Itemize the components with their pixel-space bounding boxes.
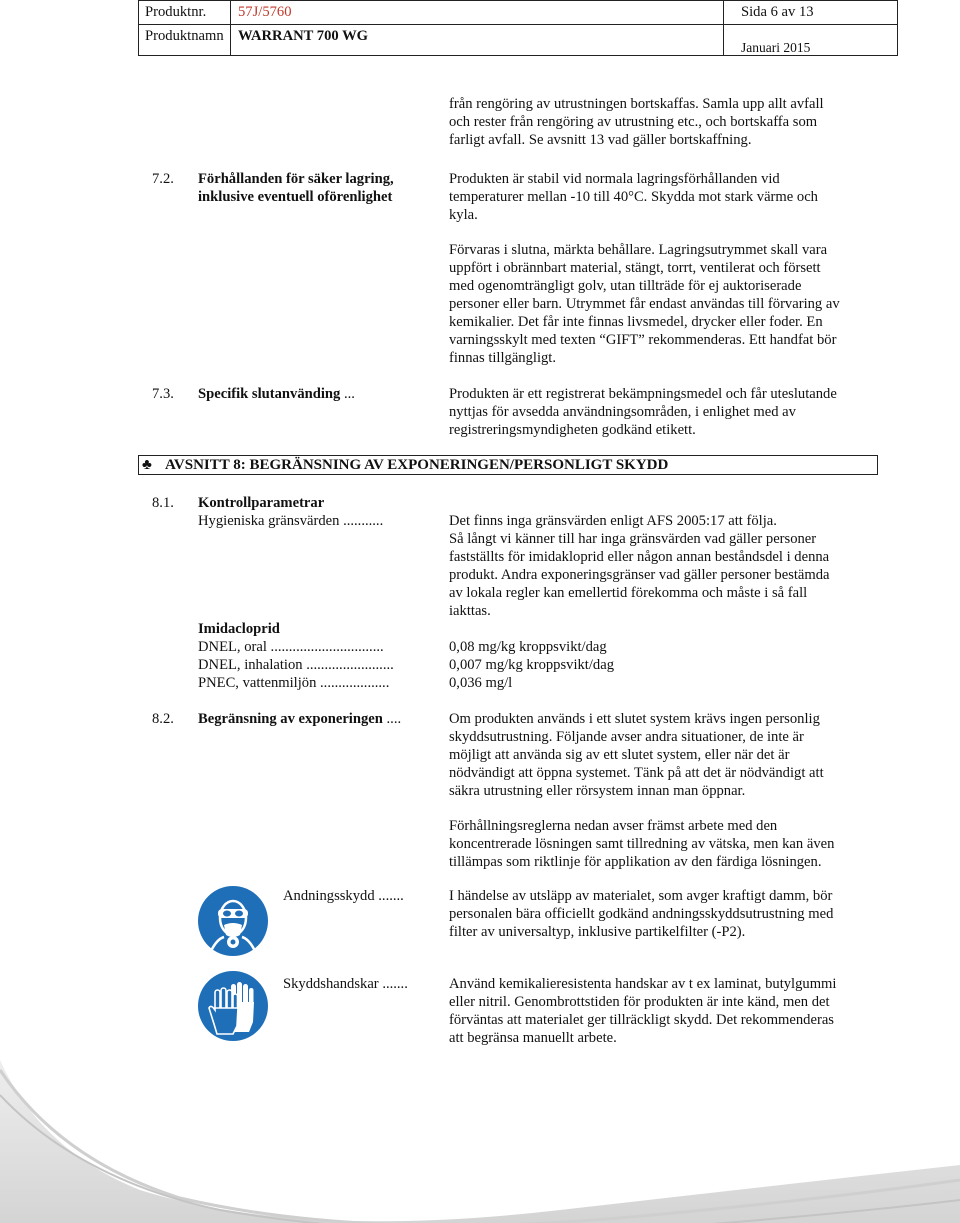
text-line: att begränsa manuellt arbete. bbox=[449, 1030, 617, 1046]
text-line: filter av universaltyp, inklusive partikelfilter (-P2). bbox=[449, 924, 746, 940]
text-line: Så långt vi känner till har inga gränsvärden vad gäller personer bbox=[449, 531, 817, 547]
text-line: uppfört i obrännbart material, stängt, torrt, ventilerat och försett bbox=[449, 260, 821, 276]
text-line: finnas tillgängligt. bbox=[449, 350, 557, 366]
product-name-label: Produktnamn bbox=[145, 28, 224, 44]
text-line: Produkten är ett registrerat bekämpningsmedel och får uteslutande bbox=[449, 386, 837, 402]
text-line: kyla. bbox=[449, 207, 478, 223]
text-line: säkra utrustning eller rörsystem innan man öppnar. bbox=[449, 783, 746, 799]
section-8-title: AVSNITT 8: BEGRÄNSNING AV EXPONERINGEN/PERSONLIGT SKYDD bbox=[165, 457, 669, 473]
section-8-1-number: 8.1. bbox=[152, 495, 174, 511]
text-line: tillämpas som riktlinje för applikation av den färdiga lösningen. bbox=[449, 854, 822, 870]
text-line: förväntas att materialet ger tillräckligt skydd. Det rekommenderas bbox=[449, 1012, 834, 1028]
substance-name: Imidacloprid bbox=[198, 621, 280, 637]
header-col-divider-2 bbox=[723, 1, 724, 55]
hand-protection-label: Skyddshandskar ....... bbox=[283, 976, 408, 992]
text-line: personalen bära officiellt godkänd andningsskyddsutrustning med bbox=[449, 906, 834, 922]
text-line: Om produkten används i ett slutet system krävs ingen personlig bbox=[449, 711, 820, 727]
header-divider bbox=[139, 24, 897, 25]
section-7-3-heading bbox=[198, 385, 355, 403]
text-line: med ogenomträngligt golv, utan tillträde för ej auktoriserade bbox=[449, 278, 802, 294]
text-line: Använd kemikalieresistenta handskar av t ex laminat, butylgummi bbox=[449, 976, 837, 992]
text-line: iakttas. bbox=[449, 603, 491, 619]
text-line: och rester från rengöring av utrustning etc., och bortskaffa som bbox=[449, 114, 818, 130]
text-line: skyddsutrustning. Följande avser andra situationer, de inte är bbox=[449, 729, 804, 745]
page-indicator: Sida 6 av 13 bbox=[741, 4, 814, 20]
section-8-2-number: 8.2. bbox=[152, 711, 174, 727]
dnel-inhalation-value: 0,007 mg/kg kroppsvikt/dag bbox=[449, 657, 614, 673]
text-line: från rengöring av utrustningen bortskaffas. Samla upp allt avfall bbox=[449, 96, 824, 112]
section-8-header bbox=[138, 455, 878, 475]
section-7-3-number: 7.3. bbox=[152, 386, 174, 402]
section-7-2-paragraph-1 bbox=[449, 170, 879, 224]
section-8-2-title: Begränsning av exponeringen bbox=[198, 711, 383, 727]
text-line: Förhållningsreglerna nedan avser främst arbete med den bbox=[449, 818, 778, 834]
section-7-2-number: 7.2. bbox=[152, 171, 174, 187]
document-header bbox=[138, 0, 898, 56]
text-line: av lokala regler kan emellertid förekomma och måste i så fall bbox=[449, 585, 808, 601]
header-col-divider-1 bbox=[230, 1, 231, 55]
hygiene-limits-label: Hygieniska gränsvärden ........... bbox=[198, 513, 384, 529]
text-line: nödvändigt att öppna systemet. Tänk på att det är nödvändigt att bbox=[449, 765, 824, 781]
section-8-2-heading bbox=[198, 710, 401, 728]
text-line: Det finns inga gränsvärden enligt AFS 2005:17 att följa. bbox=[449, 513, 777, 529]
text-line: farligt avfall. Se avsnitt 13 vad gäller bortskaffning. bbox=[449, 132, 752, 148]
text-line: produkt. Andra exponeringsgränser vad gäller personer bestämda bbox=[449, 567, 830, 583]
text-line: koncentrerade lösningen samt tillredning av vätska, men kan även bbox=[449, 836, 835, 852]
text-line: varningsskylt med texten “GIFT” rekommenderas. Ett handfat bör bbox=[449, 332, 837, 348]
intro-paragraph bbox=[449, 95, 879, 149]
respirator-mandatory-icon bbox=[197, 885, 269, 957]
dnel-oral-value: 0,08 mg/kg kroppsvikt/dag bbox=[449, 639, 607, 655]
leader-dots: .... bbox=[386, 711, 402, 727]
respiratory-protection-label: Andningsskydd ....... bbox=[283, 888, 404, 904]
hygiene-limits-paragraph bbox=[449, 512, 879, 620]
leader-dots: ... bbox=[344, 386, 355, 402]
section-7-2-paragraph-2 bbox=[449, 241, 879, 367]
text-line: registreringsmyndigheten godkänd etikett. bbox=[449, 422, 696, 438]
respiratory-protection-paragraph bbox=[449, 887, 879, 941]
section-8-2-paragraph-1 bbox=[449, 710, 879, 800]
section-7-3-paragraph bbox=[449, 385, 879, 439]
text-line: kemikalier. Det får inte finnas livsmedel, drycker eller foder. En bbox=[449, 314, 823, 330]
text-line: eller nitril. Genombrottstiden för produkten är inte känd, men det bbox=[449, 994, 830, 1010]
section-7-2-title-line1: Förhållanden för säker lagring, bbox=[198, 171, 394, 187]
product-number-label: Produktnr. bbox=[145, 4, 207, 20]
footer-wave-decoration bbox=[0, 1040, 960, 1223]
product-number-value: 57J/5760 bbox=[238, 4, 292, 20]
text-line: nyttjas för avsedda användningsområden, i enlighet med av bbox=[449, 404, 796, 420]
dnel-inhalation-label: DNEL, inhalation ........................ bbox=[198, 657, 394, 673]
text-line: Produkten är stabil vid normala lagringsförhållanden vid bbox=[449, 171, 780, 187]
section-7-3-title: Specifik slutanvänding bbox=[198, 386, 341, 402]
section-7-2-title-line2: inklusive eventuell oförenlighet bbox=[198, 189, 393, 205]
section-8-1-title: Kontrollparametrar bbox=[198, 495, 325, 511]
text-line: I händelse av utsläpp av materialet, som avger kraftigt damm, bör bbox=[449, 888, 833, 904]
pnec-water-label: PNEC, vattenmiljön ................... bbox=[198, 675, 390, 691]
hand-protection-paragraph bbox=[449, 975, 879, 1047]
dnel-oral-label: DNEL, oral ............................... bbox=[198, 639, 384, 655]
section-8-2-paragraph-2 bbox=[449, 817, 879, 871]
document-date: Januari 2015 bbox=[741, 40, 811, 55]
text-line: fastställts för imidakloprid eller någon annan beståndsdel i denna bbox=[449, 549, 830, 565]
text-line: personer eller barn. Utrymmet får endast användas till förvaring av bbox=[449, 296, 840, 312]
pnec-water-value: 0,036 mg/l bbox=[449, 675, 513, 691]
text-line: temperaturer mellan -10 till 40°C. Skydda mot stark värme och bbox=[449, 189, 818, 205]
club-icon: ♣ bbox=[142, 457, 152, 473]
product-name-value: WARRANT 700 WG bbox=[238, 28, 369, 44]
text-line: möjligt att använda sig av ett slutet system, eller när det är bbox=[449, 747, 790, 763]
gloves-mandatory-icon bbox=[197, 970, 269, 1042]
text-line: Förvaras i slutna, märkta behållare. Lagringsutrymmet skall vara bbox=[449, 242, 828, 258]
